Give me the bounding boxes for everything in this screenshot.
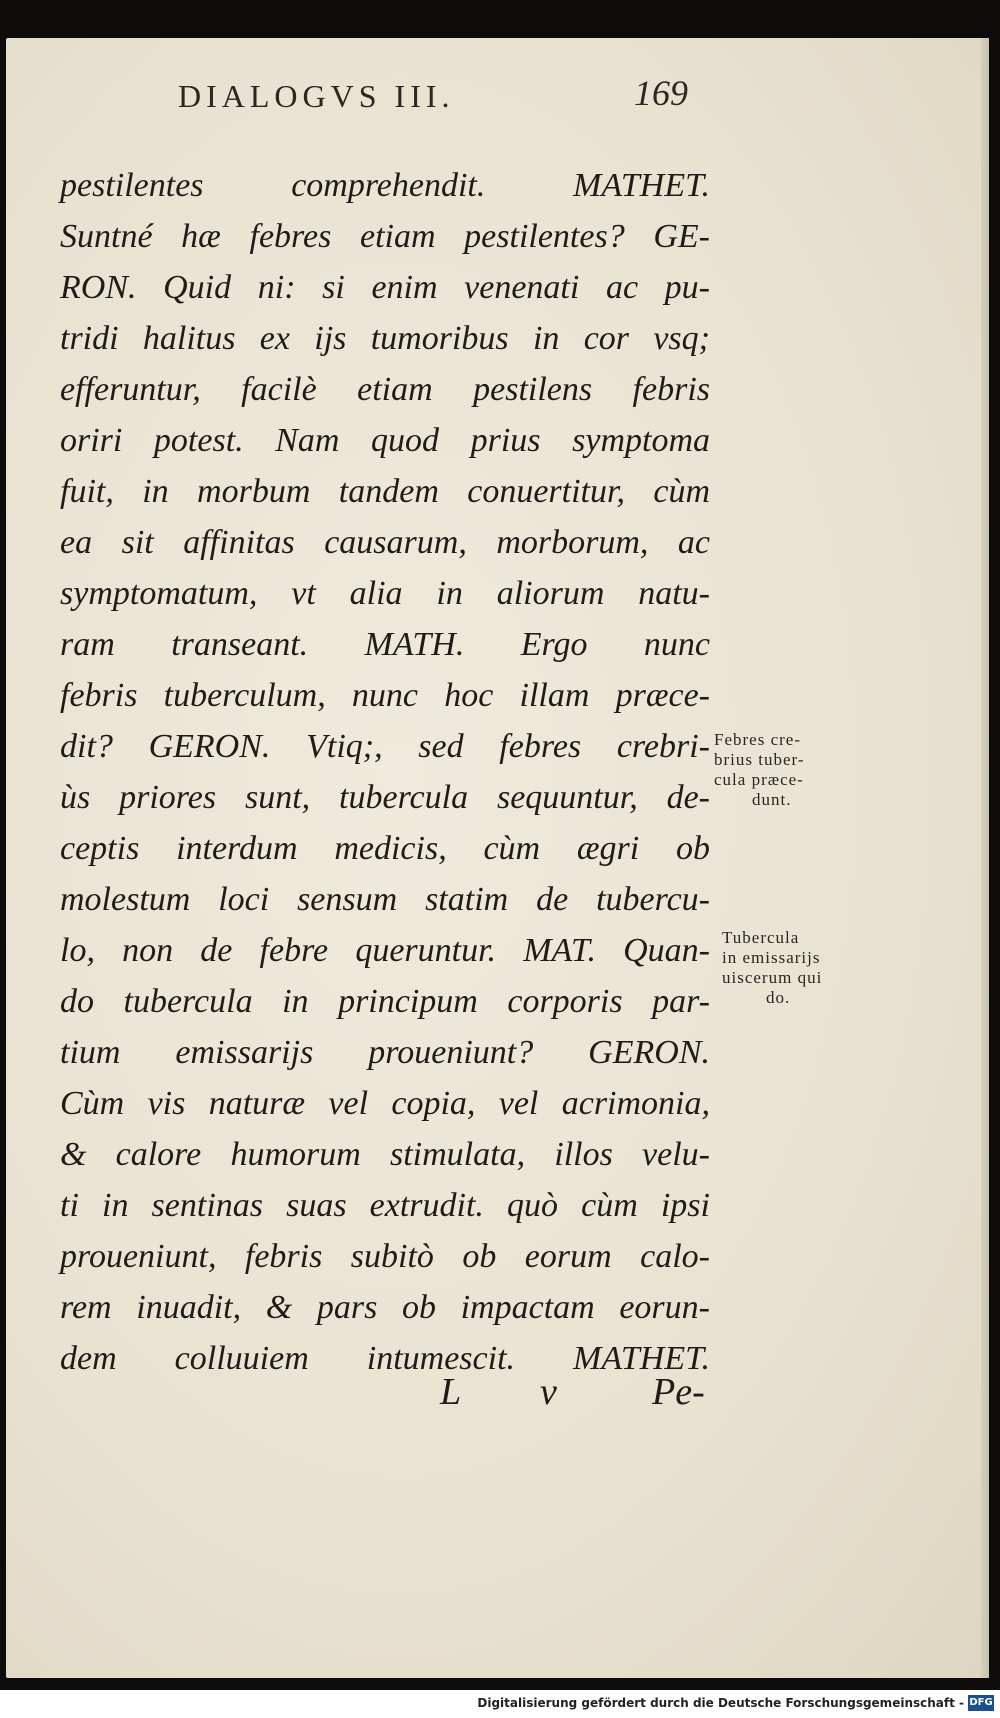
- text-line: Suntné hæ febres etiam pestilentes? GE-: [60, 218, 710, 255]
- running-head: [178, 72, 688, 122]
- margin-note-line: dunt.: [752, 790, 792, 809]
- text-line: pestilentes comprehendit. MATHET.: [60, 167, 710, 204]
- text-line: dem colluuiem intumescit. MATHET.: [60, 1340, 710, 1377]
- text-line: rem inuadit, & pars ob impactam eorun-: [60, 1289, 710, 1326]
- text-line: ceptis interdum medicis, cùm ægri ob: [60, 830, 710, 867]
- margin-note-line: in emissarijs: [722, 948, 821, 967]
- text-line: symptomatum, vt alia in aliorum natu-: [60, 575, 710, 612]
- text-line: ùs priores sunt, tubercula sequuntur, de-: [60, 779, 710, 816]
- dfg-logo: DFG: [968, 1695, 994, 1711]
- margin-note-line: uiscerum qui: [722, 968, 823, 987]
- running-head-title: DIALOGVS III.: [178, 78, 455, 114]
- signature-number: v: [540, 1371, 557, 1413]
- text-line: fuit, in morbum tandem conuertitur, cùm: [60, 473, 710, 510]
- page-edge: [981, 38, 989, 1678]
- catchword: Pe-: [652, 1371, 705, 1413]
- signature-mark: L: [440, 1371, 462, 1413]
- margin-note-line: brius tuber-: [714, 750, 805, 769]
- text-line: proueniunt, febris subitò ob eorum calo-: [60, 1238, 710, 1275]
- funding-credit: Digitalisierung gefördert durch die Deutsche Forschungsgemeinschaft -: [477, 1696, 964, 1710]
- catchline: [440, 1370, 710, 1420]
- text-line: lo, non de febre queruntur. MAT. Quan-: [60, 932, 710, 969]
- margin-note-line: Tubercula: [722, 928, 800, 947]
- margin-note-line: do.: [766, 988, 791, 1007]
- text-line: tium emissarijs proueniunt? GERON.: [60, 1034, 710, 1071]
- text-line: molestum loci sensum statim de tubercu-: [60, 881, 710, 918]
- text-line: efferuntur, facilè etiam pestilens febris: [60, 371, 710, 408]
- text-line: Cùm vis naturæ vel copia, vel acrimonia,: [60, 1085, 710, 1122]
- margin-note-line: Febres cre-: [714, 730, 801, 749]
- text-line: & calore humorum stimulata, illos velu-: [60, 1136, 710, 1173]
- text-line: RON. Quid ni: si enim venenati ac pu-: [60, 269, 710, 306]
- margin-note: [714, 730, 864, 810]
- text-line: oriri potest. Nam quod prius symptoma: [60, 422, 710, 459]
- text-line: ti in sentinas suas extrudit. quò cùm ipsi: [60, 1187, 710, 1224]
- text-line: ram transeant. MATH. Ergo nunc: [60, 626, 710, 663]
- text-line: dit? GERON. Vtiq;, sed febres crebri-: [60, 728, 710, 765]
- text-line: tridi halitus ex ijs tumoribus in cor vsq;: [60, 320, 710, 357]
- margin-note: [722, 928, 872, 1008]
- text-line: ea sit affinitas causarum, morborum, ac: [60, 524, 710, 561]
- footer-bar: [0, 1690, 1000, 1718]
- text-line: febris tuberculum, nunc hoc illam præce-: [60, 677, 710, 714]
- margin-note-line: cula præce-: [714, 770, 804, 789]
- page-number: 169: [634, 73, 688, 113]
- main-text-block: [60, 160, 710, 1384]
- text-line: do tubercula in principum corporis par-: [60, 983, 710, 1020]
